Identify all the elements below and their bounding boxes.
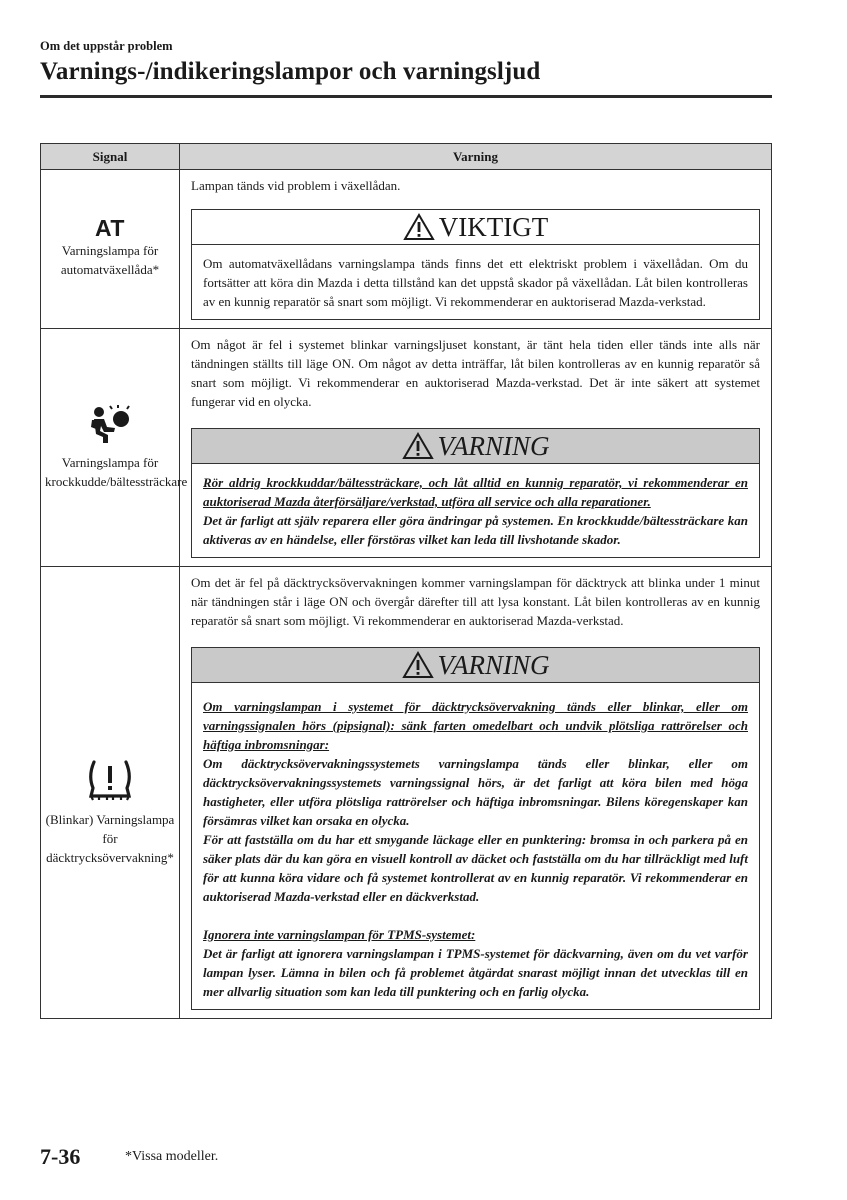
tire-pressure-warning-icon bbox=[85, 758, 135, 802]
column-header-warning: Varning bbox=[180, 144, 772, 170]
column-header-signal: Signal bbox=[41, 144, 180, 170]
warning-box-body bbox=[192, 464, 759, 557]
notice-box-title: VIKTIGT bbox=[438, 212, 549, 242]
warning-box-title: VARNING bbox=[437, 650, 550, 680]
warning-detail: Om däcktrycksövervakningssystemets varningslampa tänds eller blinkar, eller om däcktrycksövervakningssystemets varningssignal hörs, är det farligt att köra bilen med höga hastigheter, eller utföra plötsliga rattrörelser och häftiga inbromsningar. Bilens köregenskaper kan försämras vilket kan orsaka en olycka. bbox=[203, 756, 748, 828]
warning-cell bbox=[180, 567, 772, 1019]
caution-triangle-icon bbox=[402, 432, 434, 460]
warning-detail: Det är farligt att själv reparera eller göra ändringar på systemen. En krockkudde/bältessträckare kan aktiveras av en händelse, eller förstöras vilket kan leda till livshotande skador. bbox=[203, 513, 748, 547]
table-row bbox=[41, 567, 772, 1019]
warning-cell bbox=[180, 170, 772, 329]
signal-label: Varningslampa för automatväxellåda* bbox=[60, 243, 160, 277]
caution-triangle-icon bbox=[402, 651, 434, 679]
warning-lights-table bbox=[40, 143, 772, 1019]
table-header-row bbox=[41, 144, 772, 170]
warning-box bbox=[191, 428, 760, 558]
notice-box bbox=[191, 209, 760, 320]
notice-box-body bbox=[192, 245, 759, 319]
notice-text: Om automatväxellådans varningslampa tänds finns det ett elektriskt problem i växellådan. Om du fortsätter att köra din Mazda i detta tillstånd kan det uppstå skador på växellådan. Låt bilen kontrolleras av en kunnig reparatör så snart som möjligt. Vi rekommenderar en auktoriserad Mazda-verkstad. bbox=[203, 256, 748, 309]
signal-cell bbox=[41, 329, 188, 567]
warning-box-header bbox=[192, 648, 759, 683]
warning-text: Lampan tänds vid problem i växellådan. bbox=[191, 178, 401, 193]
warning-lead-2: Ignorera inte varningslampan för TPMS-systemet: bbox=[203, 927, 476, 942]
warning-text: Om något är fel i systemet blinkar varningsljuset konstant, är tänt hela tiden eller tänds inte alls när tändningen ställts till läge ON. Om något av detta inträffar, låt bilen kontrolleras av en kunnig reparatör så snart som möjligt. Vi rekommenderar en auktoriserad Mazda-verkstad. Det är inte säkert att systemet fungerar vid en olycka. bbox=[191, 337, 760, 409]
footnote: *Vissa modeller. bbox=[125, 1149, 219, 1164]
warning-box-header bbox=[192, 429, 759, 464]
warning-cell bbox=[180, 329, 772, 567]
notice-box-header bbox=[192, 210, 759, 245]
signal-label: (Blinkar) Varningslampa för däcktrycksövervakning* bbox=[45, 812, 175, 865]
warning-box bbox=[191, 647, 760, 1010]
warning-lead: Om varningslampan i systemet för däcktrycksövervakning tänds eller blinkar, eller om varningssignalen hörs (pipsignal): sänk farten omedelbart och undvik plötsliga rattrörelser och häftiga inbromsningar: bbox=[203, 699, 748, 752]
warning-lead: Rör aldrig krockkuddar/bältessträckare, och låt alltid en kunnig reparatör, vi rekommenderar en auktoriserad Mazda återförsäljare/verkstad, utföra all service och alla reparationer. bbox=[203, 475, 748, 509]
page-number: 7-36 bbox=[40, 1144, 81, 1169]
warning-box-title: VARNING bbox=[437, 431, 550, 461]
section-label: Om det uppstår problem bbox=[40, 39, 173, 53]
warning-detail-2: För att fastställa om du har ett smygande läckage eller en punktering: bromsa in och parkera på en säker plats där du kan göra en visuell kontroll av däcket och fastställa om du har tillräckligt med luft för att kunna köra vidare och få systemet kontrollerat av en kunnig reparatör. Vi rekommenderar en auktoriserad Mazda-verkstad eller en däckverkstad. bbox=[203, 832, 748, 904]
signal-cell bbox=[41, 170, 180, 329]
table-row bbox=[41, 170, 772, 329]
caution-triangle-icon bbox=[403, 213, 435, 241]
title-rule bbox=[40, 95, 772, 98]
signal-label: Varningslampa för krockkudde/bältessträckare bbox=[45, 454, 188, 489]
page-title: Varnings-/indikeringslampor och varningsljud bbox=[40, 58, 541, 85]
warning-box-body bbox=[192, 683, 759, 1009]
warning-text: Om det är fel på däcktrycksövervakningen kommer varningslampan för däcktryck att blinka under 1 minut när tändningen står i läge ON och övergår därefter till att lysa konstant. Låt bilen kontrolleras av en kunnig reparatör så snart som möjligt. Vi rekommenderar en auktoriserad Mazda-verkstad. bbox=[191, 575, 760, 628]
warning-detail-3: Det är farligt att ignorera varningslampan i TPMS-systemet för däckvarning, även om du vet varför lampan lyser. Lämna in bilen och få problemet åtgärdat snarast möjligt innan det utvecklas till en mer allvarlig situation som kan leda till punktering och en farlig olycka. bbox=[203, 946, 748, 999]
signal-cell bbox=[41, 567, 180, 1019]
at-symbol: AT bbox=[95, 215, 125, 241]
airbag-warning-icon bbox=[88, 405, 132, 445]
table-row bbox=[41, 329, 772, 567]
